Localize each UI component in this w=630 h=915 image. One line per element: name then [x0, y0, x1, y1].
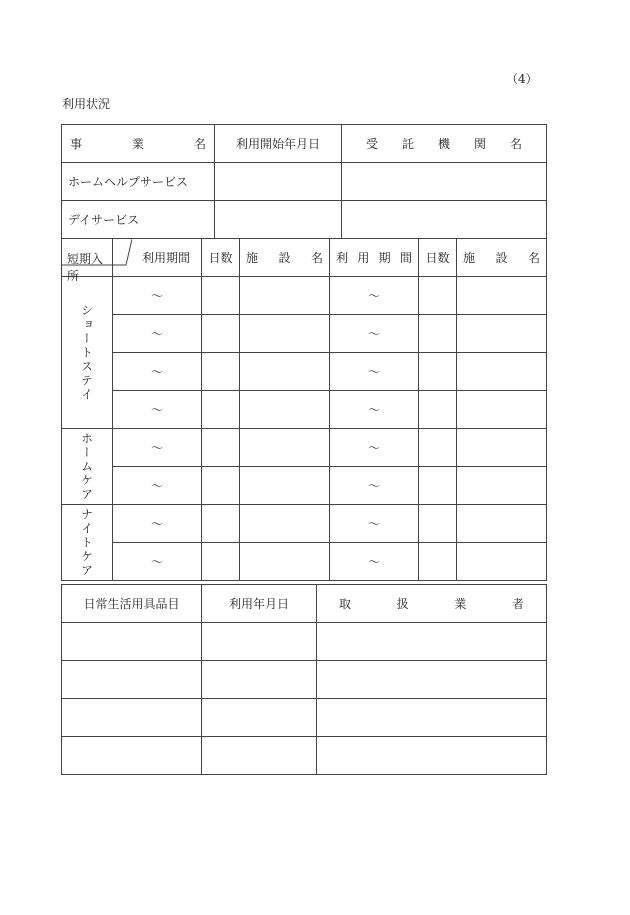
- header-period: 利用期間: [113, 239, 202, 277]
- facility-cell-2[interactable]: [457, 277, 547, 315]
- group-label: ホームケア: [79, 431, 94, 502]
- tilde: ～: [150, 365, 163, 379]
- tilde: ～: [367, 517, 380, 531]
- days-cell-2[interactable]: [419, 543, 457, 581]
- daily-goods-table: [61, 584, 547, 775]
- header-business-name: 事 業 名: [62, 125, 215, 163]
- period-cell-2[interactable]: [330, 277, 419, 315]
- short-stay-table: [61, 238, 547, 581]
- page-number: （4）: [506, 72, 538, 86]
- facility-cell[interactable]: [240, 391, 330, 429]
- tilde: ～: [367, 365, 380, 379]
- period-cell[interactable]: [113, 505, 202, 543]
- period-cell[interactable]: [113, 467, 202, 505]
- header-days-2: 日数: [419, 239, 457, 277]
- tilde: ～: [367, 555, 380, 569]
- daily-goods-row: [62, 699, 547, 737]
- header-goods-item: 日常生活用具品目: [62, 585, 202, 623]
- corner-label: 短期入所: [67, 252, 104, 283]
- daily-goods-header-row: [62, 585, 547, 623]
- tilde: ～: [367, 479, 380, 493]
- days-cell-2[interactable]: [419, 429, 457, 467]
- period-cell-2[interactable]: [330, 543, 419, 581]
- days-cell[interactable]: [202, 277, 240, 315]
- use-date-cell[interactable]: [202, 737, 317, 775]
- daily-goods-row: [62, 623, 547, 661]
- short-stay-row: [62, 429, 547, 467]
- period-cell-2[interactable]: [330, 505, 419, 543]
- tilde: ～: [150, 555, 163, 569]
- tilde: ～: [150, 289, 163, 303]
- handler-cell[interactable]: [317, 623, 547, 661]
- header-contractor: 受 託 機 関 名: [342, 125, 547, 163]
- facility-cell[interactable]: [240, 505, 330, 543]
- period-cell[interactable]: [113, 391, 202, 429]
- services-table: [61, 124, 547, 239]
- tilde: ～: [367, 289, 380, 303]
- header-start-date: 利用開始年月日: [215, 125, 342, 163]
- tilde: ～: [150, 441, 163, 455]
- short-stay-row: [62, 353, 547, 391]
- days-cell[interactable]: [202, 391, 240, 429]
- header-facility: 施 設 名: [240, 239, 330, 277]
- service-contractor-cell[interactable]: [342, 201, 547, 239]
- days-cell-2[interactable]: [419, 467, 457, 505]
- short-stay-row: [62, 505, 547, 543]
- handler-cell[interactable]: [317, 737, 547, 775]
- days-cell[interactable]: [202, 543, 240, 581]
- header-days: 日数: [202, 239, 240, 277]
- group-label-cell: [62, 429, 113, 505]
- days-cell[interactable]: [202, 505, 240, 543]
- days-cell[interactable]: [202, 315, 240, 353]
- period-cell[interactable]: [113, 315, 202, 353]
- period-cell-2[interactable]: [330, 429, 419, 467]
- service-name: デイサービス: [62, 201, 215, 239]
- use-date-cell[interactable]: [202, 661, 317, 699]
- days-cell-2[interactable]: [419, 353, 457, 391]
- service-name: ホームヘルプサービス: [62, 163, 215, 201]
- facility-cell[interactable]: [240, 543, 330, 581]
- period-cell[interactable]: [113, 277, 202, 315]
- short-stay-row: [62, 467, 547, 505]
- facility-cell[interactable]: [240, 353, 330, 391]
- group-label: ナイトケア: [79, 507, 94, 578]
- days-cell[interactable]: [202, 429, 240, 467]
- service-start-date-cell[interactable]: [215, 163, 342, 201]
- corner-label-cell: [62, 239, 113, 283]
- days-cell[interactable]: [202, 353, 240, 391]
- days-cell-2[interactable]: [419, 505, 457, 543]
- short-stay-row: [62, 391, 547, 429]
- facility-cell-2[interactable]: [457, 429, 547, 467]
- header-handler: 取 扱 業 者: [317, 585, 547, 623]
- tilde: ～: [150, 479, 163, 493]
- tilde: ～: [367, 327, 380, 341]
- period-cell-2[interactable]: [330, 467, 419, 505]
- period-cell[interactable]: [113, 353, 202, 391]
- facility-cell[interactable]: [240, 467, 330, 505]
- short-stay-row: [62, 277, 547, 315]
- short-stay-row: [62, 315, 547, 353]
- daily-goods-row: [62, 737, 547, 775]
- short-stay-header-row: [62, 239, 547, 277]
- facility-cell-2[interactable]: [457, 353, 547, 391]
- period-cell-2[interactable]: [330, 353, 419, 391]
- goods-item-cell[interactable]: [62, 737, 202, 775]
- daily-goods-body: [62, 623, 547, 775]
- period-cell-2[interactable]: [330, 315, 419, 353]
- service-contractor-cell[interactable]: [342, 163, 547, 201]
- facility-cell[interactable]: [240, 429, 330, 467]
- facility-cell-2[interactable]: [457, 543, 547, 581]
- days-cell-2[interactable]: [419, 391, 457, 429]
- facility-cell-2[interactable]: [457, 391, 547, 429]
- days-cell[interactable]: [202, 467, 240, 505]
- group-label-cell: [62, 505, 113, 581]
- goods-item-cell[interactable]: [62, 661, 202, 699]
- tilde: ～: [150, 327, 163, 341]
- goods-item-cell[interactable]: [62, 699, 202, 737]
- service-row: [62, 201, 547, 239]
- tilde: ～: [367, 441, 380, 455]
- handler-cell[interactable]: [317, 699, 547, 737]
- tilde: ～: [367, 403, 380, 417]
- service-start-date-cell[interactable]: [215, 201, 342, 239]
- group-label-cell: [62, 277, 113, 429]
- tilde: ～: [150, 403, 163, 417]
- facility-cell-2[interactable]: [457, 315, 547, 353]
- period-cell-2[interactable]: [330, 391, 419, 429]
- facility-cell[interactable]: [240, 315, 330, 353]
- facility-cell-2[interactable]: [457, 505, 547, 543]
- service-row: [62, 163, 547, 201]
- period-cell[interactable]: [113, 429, 202, 467]
- handler-cell[interactable]: [317, 661, 547, 699]
- short-stay-body: [62, 277, 547, 581]
- section-title: 利用状況: [62, 97, 111, 111]
- use-date-cell[interactable]: [202, 623, 317, 661]
- days-cell-2[interactable]: [419, 277, 457, 315]
- facility-cell[interactable]: [240, 277, 330, 315]
- header-period-2: 利 用 期 間: [330, 239, 419, 277]
- period-cell[interactable]: [113, 543, 202, 581]
- group-label: ショートステイ: [79, 303, 94, 402]
- goods-item-cell[interactable]: [62, 623, 202, 661]
- tilde: ～: [150, 517, 163, 531]
- short-stay-row: [62, 543, 547, 581]
- facility-cell-2[interactable]: [457, 467, 547, 505]
- header-facility-2: 施 設 名: [457, 239, 547, 277]
- days-cell-2[interactable]: [419, 315, 457, 353]
- daily-goods-row: [62, 661, 547, 699]
- services-header-row: [62, 125, 547, 163]
- header-use-date: 利用年月日: [202, 585, 317, 623]
- use-date-cell[interactable]: [202, 699, 317, 737]
